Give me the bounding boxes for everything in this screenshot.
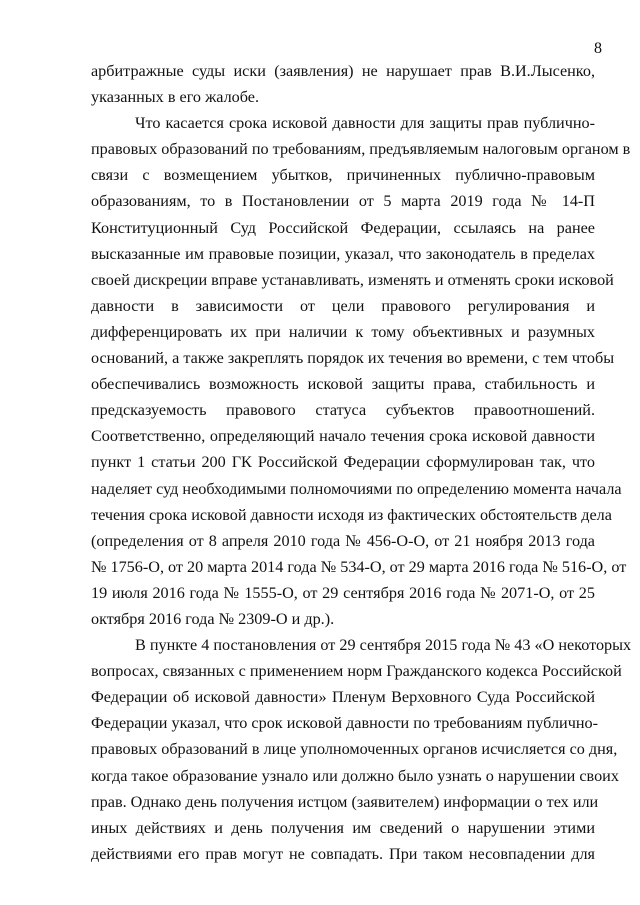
text-line: давности в зависимости от цели правового регулирования и — [91, 296, 595, 315]
document-body — [91, 58, 632, 867]
text-line: прав. Однако день получения истцом (заявителем) информации о тех или — [91, 792, 599, 811]
text-line: Федерации указал, что срок исковой давности по требованиям публично- — [91, 714, 598, 733]
paragraph — [91, 110, 631, 632]
page-number: 8 — [594, 40, 602, 57]
text-line: (определения от 8 апреля 2010 года № 456-О-О, от 21 ноября 2013 года — [91, 531, 595, 550]
text-line: указанных в его жалобе. — [91, 88, 260, 107]
text-line: дифференцировать их при наличии к тому объективных и разумных — [91, 322, 595, 341]
text-line: действиями его прав могут не совпадать. При таком несовпадении для — [91, 844, 595, 863]
text-line: высказанные им правовые позиции, указал, что законодатель в пределах — [91, 244, 595, 263]
text-line: арбитражные суды иски (заявления) не нарушает прав В.И.Лысенко, — [91, 62, 595, 80]
text-line: правовых образований по требованиям, предъявляемым налоговым органом в — [91, 140, 631, 159]
text-line: течения срока исковой давности исходя из фактических обстоятельств дела — [91, 505, 612, 524]
text-line: иных действиях и день получения им сведений о нарушении этими — [91, 818, 595, 837]
text-line: В пункте 4 постановления от 29 сентября 2015 года № 43 «О некоторых — [135, 636, 632, 655]
paragraph — [91, 58, 595, 110]
text-line: октября 2016 года № 2309-О и др.). — [91, 609, 335, 628]
text-line: предсказуемость правового статуса субъектов правоотношений. — [91, 401, 595, 420]
paragraph — [91, 632, 632, 867]
text-line: Конституционный Суд Российской Федерации, ссылаясь на ранее — [91, 218, 595, 237]
text-line: пункт 1 статьи 200 ГК Российской Федерации сформулирован так, что — [91, 453, 595, 472]
text-line: связи с возмещением убытков, причиненных публично-правовым — [91, 166, 595, 185]
text-line: Что касается срока исковой давности для защиты прав публично- — [135, 114, 595, 133]
text-line: Соответственно, определяющий начало течения срока исковой давности — [91, 427, 595, 446]
text-line: наделяет суд необходимыми полномочиями по определению момента начала — [91, 479, 622, 498]
text-line: образованиям, то в Постановлении от 5 марта 2019 года № 14-П — [91, 192, 595, 211]
text-line: своей дискреции вправе устанавливать, изменять и отменять сроки исковой — [91, 270, 614, 289]
text-line: оснований, а также закреплять порядок их течения во времени, с тем чтобы — [91, 349, 615, 368]
text-line: правовых образований в лице уполномоченных органов исчисляется со дня, — [91, 740, 618, 759]
text-line: вопросах, связанных с применением норм Гражданского кодекса Российской — [91, 662, 622, 681]
text-line: обеспечивались возможность исковой защиты права, стабильность и — [91, 375, 595, 394]
text-line: Федерации об исковой давности» Пленум Верховного Суда Российской — [91, 688, 595, 707]
text-line: когда такое образование узнало или должно было узнать о нарушении своих — [91, 766, 619, 785]
text-line: 19 июля 2016 года № 1555-О, от 29 сентября 2016 года № 2071-О, от 25 — [91, 583, 595, 602]
text-line: № 1756-О, от 20 марта 2014 года № 534-О, от 29 марта 2016 года № 516-О, от — [91, 557, 627, 576]
